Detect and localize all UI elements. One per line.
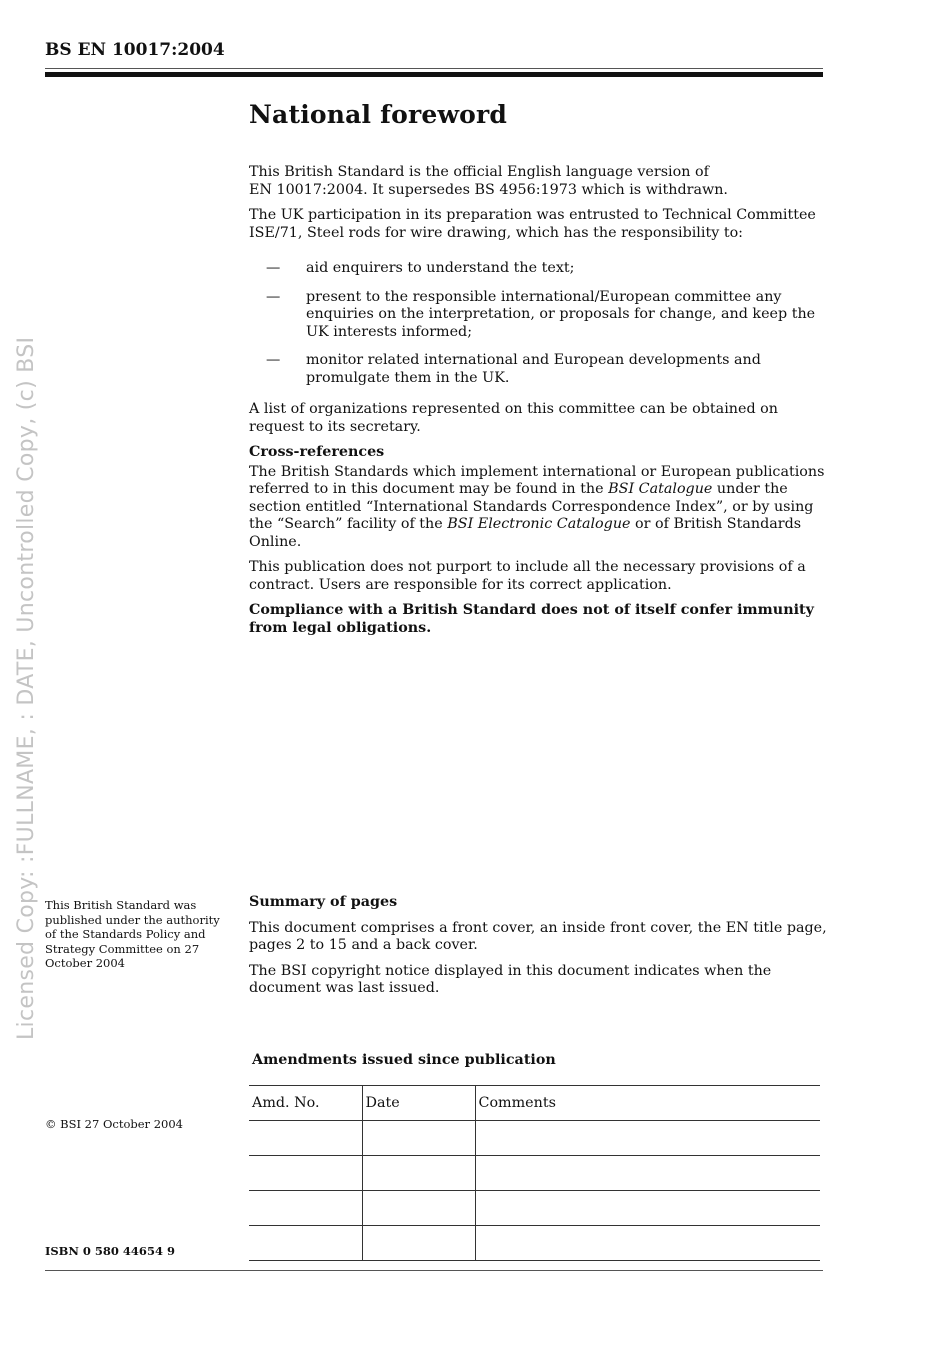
column-header-amd-no: Amd. No. [249, 1086, 362, 1121]
publication-authority-note: This British Standard was published under the authority of the Standards Policy and Strategy Committee on 27 October 2004 [45, 898, 220, 970]
table-cell [475, 1156, 820, 1191]
table-cell [475, 1121, 820, 1156]
compliance-note: Compliance with a British Standard does not of itself confer immunity from legal obligations. [249, 602, 814, 636]
table-cell [475, 1191, 820, 1226]
table-cell [362, 1191, 475, 1226]
table-cell [249, 1226, 362, 1261]
document-code: BS EN 10017:2004 [45, 40, 225, 60]
copyright-notice: © BSI 27 October 2004 [45, 1117, 183, 1131]
cross-ref-text-1: The British Standards which implement international or European publications referred to in this document may be found in the [249, 463, 825, 497]
dash-marker: — [266, 288, 281, 305]
cross-references-paragraph [249, 464, 827, 552]
summary-of-pages [249, 894, 827, 1006]
summary-text-2: The BSI copyright notice displayed in this document indicates when the document was last issued. [249, 962, 772, 996]
header-rule-thick [45, 72, 823, 77]
list-item [249, 289, 827, 342]
bsi-catalogue-title: BSI Catalogue [608, 481, 713, 497]
summary-text-1: This document comprises a front cover, an inside front cover, the EN title page, pages 2 to 15 and a back cover. [249, 919, 827, 953]
responsibility-list [249, 260, 827, 387]
license-watermark: Licensed Copy: :FULLNAME, : DATE, Uncontrolled Copy, (c) BSI [14, 336, 39, 1040]
footer-rule [45, 1270, 823, 1271]
table-cell [249, 1156, 362, 1191]
amendments-table [249, 1085, 820, 1261]
table-cell [362, 1156, 475, 1191]
dash-marker: — [266, 260, 281, 276]
table-cell [362, 1226, 475, 1261]
cross-ref-text-2: under the section entitled “International Standards Correspondence Index”, or by using the “Search” facility of the [249, 481, 814, 532]
amendments-title: Amendments issued since publication [252, 1052, 556, 1068]
bsi-electronic-catalogue-title: BSI Electronic Catalogue [447, 516, 631, 532]
table-row [249, 1191, 820, 1226]
table-header-row [249, 1086, 820, 1121]
table-cell [475, 1226, 820, 1261]
list-item [249, 260, 827, 278]
list-item-text: present to the responsible international/European committee any enquiries on the interpretation, or proposals for change, and keep the UK interests informed; [306, 288, 816, 340]
list-item [249, 352, 827, 387]
committee-note: A list of organizations represented on this committee can be obtained on request to its secretary. [249, 401, 778, 435]
foreword-body [249, 164, 827, 645]
dash-marker: — [266, 352, 281, 368]
table-row [249, 1121, 820, 1156]
summary-heading: Summary of pages [249, 894, 398, 910]
cross-references-heading: Cross-references [249, 444, 385, 460]
header-rule-thin [45, 68, 823, 69]
list-item-text: aid enquirers to understand the text; [306, 260, 575, 276]
contract-note: This publication does not purport to include all the necessary provisions of a contract. Users are responsible for its correct application. [249, 559, 806, 593]
column-header-date: Date [362, 1086, 475, 1121]
cross-ref-text-3: or of British Standards Online. [249, 516, 802, 550]
table-row [249, 1226, 820, 1261]
intro-paragraph-2: The UK participation in its preparation was entrusted to Technical Committee ISE/71, Steel rods for wire drawing, which has the responsibility to: [249, 207, 816, 241]
table-row [249, 1156, 820, 1191]
table-cell [249, 1191, 362, 1226]
table-cell [249, 1121, 362, 1156]
page-title: National foreword [249, 100, 508, 129]
list-item-text: monitor related international and European developments and promulgate them in the UK. [306, 352, 761, 386]
intro-paragraph-1: This British Standard is the official English language version of EN 10017:2004. It supersedes BS 4956:1973 which is withdrawn. [249, 164, 728, 198]
isbn: ISBN 0 580 44654 9 [45, 1244, 175, 1258]
column-header-comments: Comments [475, 1086, 820, 1121]
table-cell [362, 1121, 475, 1156]
